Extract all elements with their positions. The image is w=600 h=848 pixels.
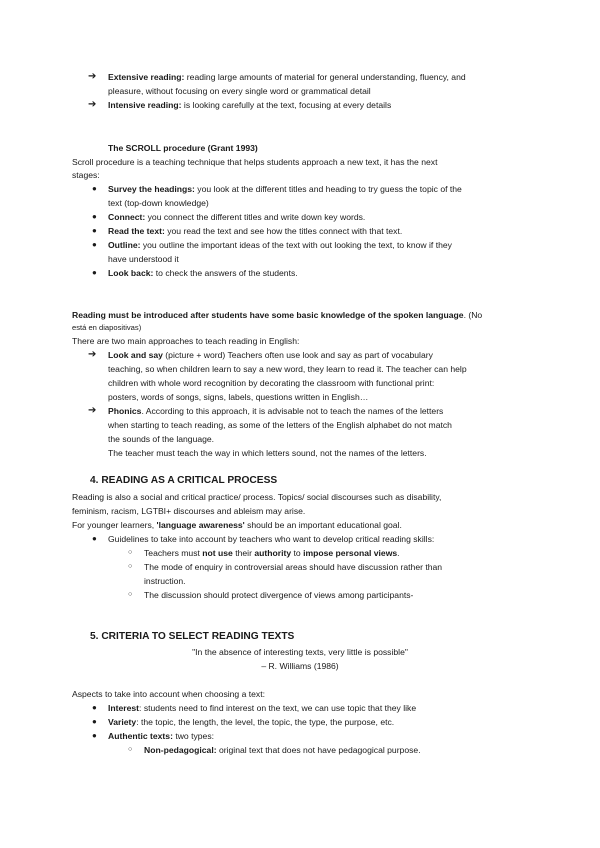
phonics-line-2: when starting to teach reading, as some of the letters of the English alphabet do not match bbox=[108, 420, 452, 430]
aspects-intro: Aspects to take into account when choosing a text: bbox=[72, 689, 265, 699]
arrow-bullet: ➔ bbox=[88, 71, 97, 82]
bullet-icon: ● bbox=[92, 240, 97, 249]
section-4-heading: 4. READING AS A CRITICAL PROCESS bbox=[90, 475, 278, 486]
critical-guidelines: Guidelines to take into account by teachers who want to develop critical reading skills: bbox=[108, 534, 435, 544]
circle-bullet-icon: ○ bbox=[128, 549, 133, 556]
quote: "In the absence of interesting texts, very little is possible" bbox=[192, 647, 408, 657]
look-and-say-line-4: posters, words of songs, signs, labels, questions written in English… bbox=[108, 392, 369, 402]
scroll-item-read: Read the text: you read the text and see how the titles connect with that text. bbox=[108, 226, 403, 236]
bullet-icon: ● bbox=[92, 184, 97, 193]
bullet-icon: ● bbox=[92, 731, 97, 740]
bullet-icon: ● bbox=[92, 268, 97, 277]
circle-bullet-icon: ○ bbox=[128, 563, 133, 570]
phonics-line: Phonics. According to this approach, it is advisable not to teach the names of the letters bbox=[108, 406, 444, 416]
circle-bullet-icon: ○ bbox=[128, 591, 133, 598]
critical-paragraph-1: Reading is also a social and critical practice/ process. Topics/ social discourses such as disability, bbox=[72, 492, 442, 502]
bullet-icon: ● bbox=[92, 534, 97, 543]
quote-author: – R. Williams (1986) bbox=[261, 661, 339, 671]
scroll-item-connect: Connect: you connect the different titles and write down key words. bbox=[108, 212, 366, 222]
arrow-bullet: ➔ bbox=[88, 99, 97, 110]
spoken-language-statement: Reading must be introduced after students have some basic knowledge of the spoken language. (No bbox=[72, 310, 483, 320]
section-5-heading: 5. CRITERIA TO SELECT READING TEXTS bbox=[90, 631, 295, 642]
bullet-icon: ● bbox=[92, 226, 97, 235]
scroll-item-outline: Outline: you outline the important ideas of the text with out looking the text, to know if they bbox=[108, 240, 452, 250]
spoken-language-note: está en diapositivas) bbox=[72, 323, 142, 332]
critical-sub-1: Teachers must not use their authority to impose personal views. bbox=[144, 548, 400, 558]
bullet-icon: ● bbox=[92, 703, 97, 712]
look-and-say-line: Look and say (picture + word) Teachers often use look and say as part of vocabulary bbox=[108, 350, 433, 360]
phonics-line-4: The teacher must teach the way in which letters sound, not the names of the letters. bbox=[108, 448, 427, 458]
bullet-icon: ● bbox=[92, 212, 97, 221]
look-and-say-line-3: children with whole word recognition by decorating the classroom with functional print: bbox=[108, 378, 435, 388]
critical-sub-2: The mode of enquiry in controversial areas should have discussion rather than bbox=[144, 562, 443, 572]
criteria-authentic: Authentic texts: two types: bbox=[108, 731, 215, 741]
critical-paragraph-3: For younger learners, 'language awareness' should be an important educational goal. bbox=[72, 520, 402, 530]
phonics-line-3: the sounds of the language. bbox=[108, 434, 215, 444]
extensive-reading-line: Extensive reading: reading large amounts of material for general understanding, fluency, and bbox=[108, 72, 466, 82]
critical-sub-3: The discussion should protect divergence of views among participants- bbox=[144, 590, 414, 600]
scroll-item-outline-2: have understood it bbox=[108, 254, 179, 264]
arrow-bullet: ➔ bbox=[88, 405, 97, 416]
scroll-item-survey: Survey the headings: you look at the different titles and heading to try guess the topic of the bbox=[108, 184, 462, 194]
scroll-title: The SCROLL procedure (Grant 1993) bbox=[108, 143, 258, 153]
criteria-interest: Interest: students need to find interest on the text, we can use topic that they like bbox=[108, 703, 417, 713]
extensive-reading-line-2: pleasure, without focusing on every single word or grammatical detail bbox=[108, 86, 371, 96]
look-and-say-line-2: teaching, so when children learn to say a new word, they learn to read it. The teacher can help bbox=[108, 364, 467, 374]
bullet-icon: ● bbox=[92, 717, 97, 726]
critical-sub-2-cont: instruction. bbox=[144, 576, 186, 586]
circle-bullet-icon: ○ bbox=[128, 746, 133, 753]
approaches-intro: There are two main approaches to teach reading in English: bbox=[72, 336, 300, 346]
scroll-intro-2: stages: bbox=[72, 170, 100, 180]
intensive-reading-line: Intensive reading: is looking carefully at the text, focusing at every details bbox=[108, 100, 392, 110]
arrow-bullet: ➔ bbox=[88, 349, 97, 360]
scroll-item-lookback: Look back: to check the answers of the students. bbox=[108, 268, 298, 278]
criteria-non-pedagogical: Non-pedagogical: original text that does not have pedagogical purpose. bbox=[144, 745, 421, 755]
criteria-variety: Variety: the topic, the length, the level, the topic, the type, the purpose, etc. bbox=[108, 717, 395, 727]
scroll-item-survey-2: text (top-down knowledge) bbox=[108, 198, 209, 208]
critical-paragraph-2: feminism, racism, LGTBI+ discourses and ableism may arise. bbox=[72, 506, 306, 516]
scroll-intro: Scroll procedure is a teaching technique that helps students approach a new text, it has the next bbox=[72, 157, 438, 167]
